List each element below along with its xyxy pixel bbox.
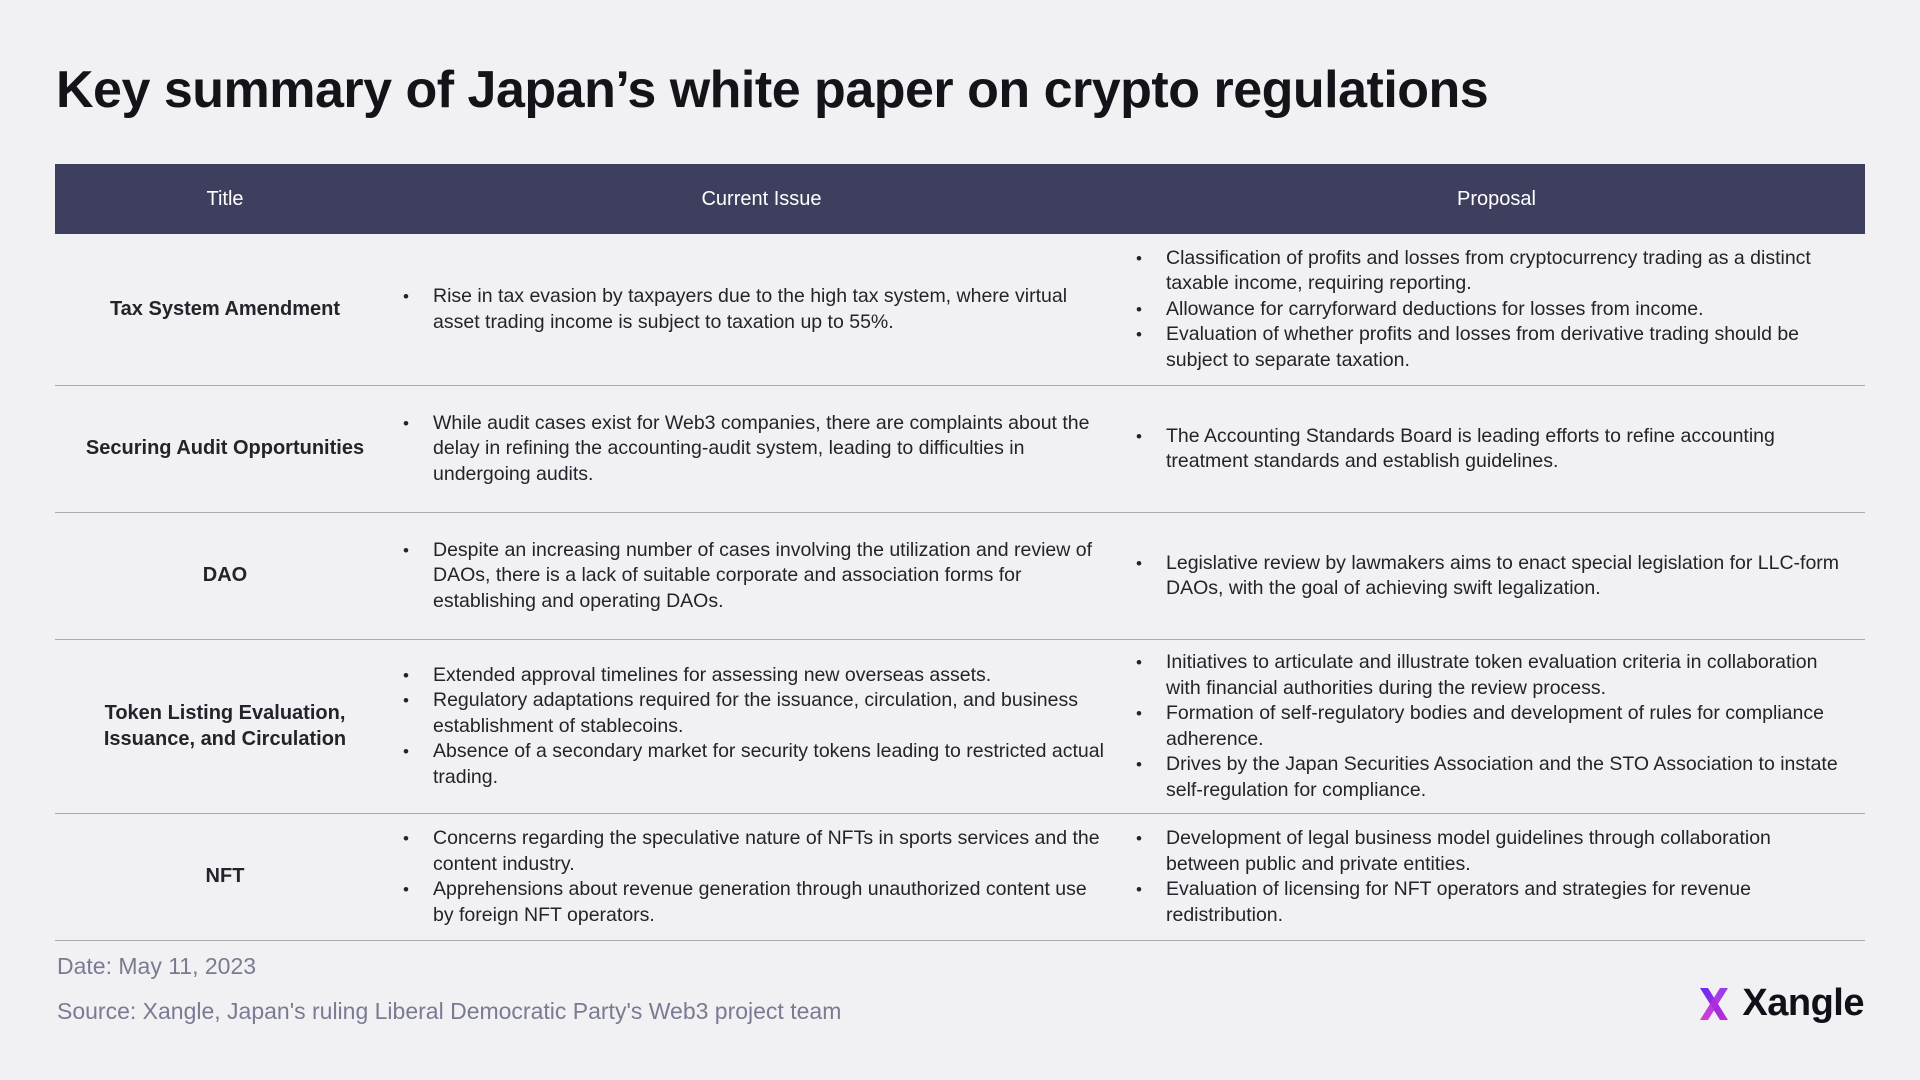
list-item: • Despite an increasing number of cases involving the utilization and review of DAOs, there is a lack of suitable corporate and association forms for establishing and operating DAOs. — [433, 538, 1108, 615]
summary-table — [55, 164, 1865, 941]
proposal-cell — [1128, 386, 1865, 513]
table-row — [55, 640, 1865, 814]
row-title: DAO — [55, 513, 395, 640]
proposal-list — [1136, 650, 1849, 803]
proposal-cell — [1128, 234, 1865, 386]
logo-text: Xangle — [1742, 982, 1864, 1024]
issue-list — [403, 284, 1108, 335]
header-proposal: Proposal — [1128, 164, 1865, 234]
proposal-list — [1136, 551, 1849, 602]
header-current-issue: Current Issue — [395, 164, 1128, 234]
list-item: • Drives by the Japan Securities Association and the STO Association to instate self-regulation for compliance. — [1166, 752, 1849, 803]
list-item: • Allowance for carryforward deductions for losses from income. — [1166, 297, 1849, 323]
table-row — [55, 234, 1865, 386]
list-item: • Initiatives to articulate and illustrate token evaluation criteria in collaboration with financial authorities during the review process. — [1166, 650, 1849, 701]
xangle-logo — [1694, 982, 1864, 1025]
table-row — [55, 386, 1865, 513]
list-item: • Absence of a secondary market for security tokens leading to restricted actual trading. — [433, 739, 1108, 790]
list-item: • Evaluation of whether profits and losses from derivative trading should be subject to separate taxation. — [1166, 322, 1849, 373]
list-item: • Extended approval timelines for assessing new overseas assets. — [433, 663, 1108, 689]
proposal-cell — [1128, 513, 1865, 640]
row-title: Tax System Amendment — [55, 234, 395, 386]
footer-date: Date: May 11, 2023 — [57, 953, 257, 979]
list-item: • While audit cases exist for Web3 companies, there are complaints about the delay in refining the accounting-audit system, leading to difficulties in undergoing audits. — [433, 411, 1108, 488]
row-title: Securing Audit Opportunities — [55, 386, 395, 513]
list-item: • Apprehensions about revenue generation through unauthorized content use by foreign NFT operators. — [433, 877, 1108, 928]
current-issue-cell — [395, 386, 1128, 513]
table-row — [55, 814, 1865, 941]
proposal-cell — [1128, 640, 1865, 814]
page-title: Key summary of Japan’s white paper on crypto regulations — [56, 61, 1489, 119]
row-title: Token Listing Evaluation, Issuance, and Circulation — [55, 640, 395, 814]
current-issue-cell — [395, 234, 1128, 386]
x-logo-icon — [1694, 984, 1734, 1024]
issue-list — [403, 411, 1108, 488]
issue-list — [403, 538, 1108, 615]
footer-source: Source: Xangle, Japan's ruling Liberal Democratic Party's Web3 project team — [57, 998, 842, 1024]
list-item: • Development of legal business model guidelines through collaboration between public and private entities. — [1166, 826, 1849, 877]
list-item: • Rise in tax evasion by taxpayers due to the high tax system, where virtual asset trading income is subject to taxation up to 55%. — [433, 284, 1108, 335]
list-item: • Legislative review by lawmakers aims to enact special legislation for LLC-form DAOs, with the goal of achieving swift legalization. — [1166, 551, 1849, 602]
current-issue-cell — [395, 513, 1128, 640]
table-header-row — [55, 164, 1865, 234]
proposal-list — [1136, 424, 1849, 475]
list-item: • Concerns regarding the speculative nature of NFTs in sports services and the content industry. — [433, 826, 1108, 877]
issue-list — [403, 663, 1108, 791]
list-item: • Evaluation of licensing for NFT operators and strategies for revenue redistribution. — [1166, 877, 1849, 928]
header-title: Title — [55, 164, 395, 234]
list-item: • Classification of profits and losses from cryptocurrency trading as a distinct taxable income, requiring reporting. — [1166, 246, 1849, 297]
issue-list — [403, 826, 1108, 928]
list-item: • Regulatory adaptations required for the issuance, circulation, and business establishment of stablecoins. — [433, 688, 1108, 739]
table-row — [55, 513, 1865, 640]
row-title: NFT — [55, 814, 395, 941]
current-issue-cell — [395, 814, 1128, 941]
proposal-list — [1136, 246, 1849, 374]
summary-table-container — [55, 164, 1865, 941]
current-issue-cell — [395, 640, 1128, 814]
list-item: • Formation of self-regulatory bodies and development of rules for compliance adherence. — [1166, 701, 1849, 752]
proposal-cell — [1128, 814, 1865, 941]
list-item: • The Accounting Standards Board is leading efforts to refine accounting treatment standards and establish guidelines. — [1166, 424, 1849, 475]
proposal-list — [1136, 826, 1849, 928]
